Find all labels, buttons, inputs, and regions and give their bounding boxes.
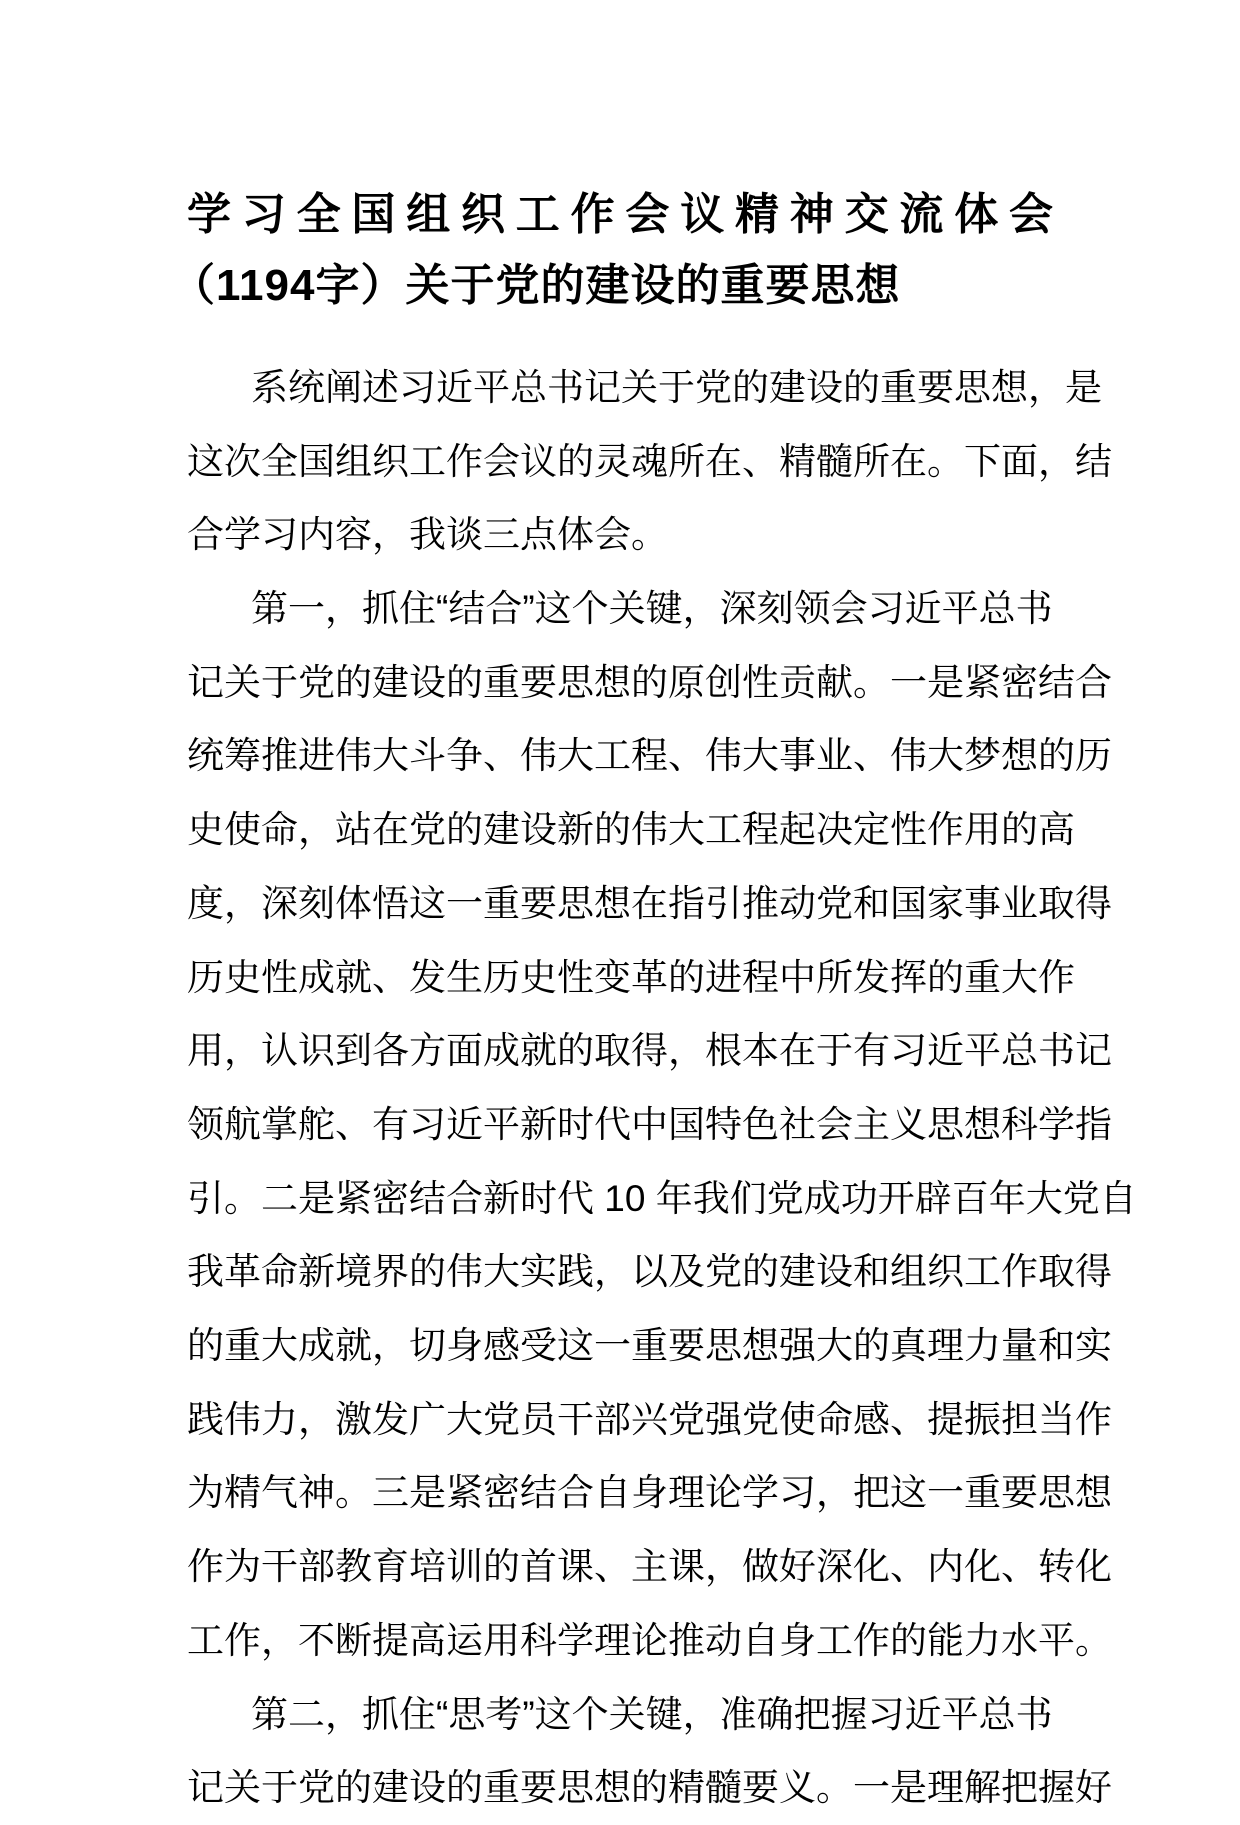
text-line: 合学习内容，我谈三点体会。	[187, 514, 668, 556]
paragraph	[187, 1678, 1112, 1825]
text-line: 我革命新境界的伟大实践，以及党的建设和组织工作取得	[187, 1251, 1112, 1293]
text-line: 第一，抓住“结合”这个关键，深刻领会习近平总书	[251, 588, 1053, 630]
document-body	[187, 351, 1137, 1825]
title-line-2: （1194字）关于党的建设的重要思想	[171, 261, 901, 311]
text-line: 记关于党的建设的重要思想的精髓要义。一是理解把握好	[187, 1767, 1112, 1809]
text-line: 用，认识到各方面成就的取得，根本在于有习近平总书记	[187, 1030, 1112, 1072]
text-line: 第二，抓住“思考”这个关键，准确把握习近平总书	[251, 1693, 1053, 1735]
title-line-1: 学习全国组织工作会议精神交流体会	[187, 190, 1053, 240]
document-title	[171, 179, 1053, 321]
document-content	[171, 150, 1137, 1825]
paragraph	[187, 572, 1137, 1678]
text-line: 为精气神。三是紧密结合自身理论学习，把这一重要思想	[187, 1472, 1112, 1514]
text-line: 引。二是紧密结合新时代 10 年我们党成功开辟百年大党自	[187, 1177, 1137, 1219]
text-line: 作为干部教育培训的首课、主课，做好深化、内化、转化	[187, 1546, 1112, 1588]
text-line: 度，深刻体悟这一重要思想在指引推动党和国家事业取得	[187, 882, 1112, 924]
text-line: 史使命，站在党的建设新的伟大工程起决定性作用的高	[187, 809, 1075, 851]
text-line: 领航掌舵、有习近平新时代中国特色社会主义思想科学指	[187, 1103, 1112, 1145]
text-line: 历史性成就、发生历史性变革的进程中所发挥的重大作	[187, 956, 1075, 998]
text-line: 工作，不断提高运用科学理论推动自身工作的能力水平。	[187, 1619, 1112, 1661]
text-line: 系统阐述习近平总书记关于党的建设的重要思想，是	[251, 366, 1102, 408]
text-line: 践伟力，激发广大党员干部兴党强党使命感、提振担当作	[187, 1398, 1112, 1440]
text-line: 这次全国组织工作会议的灵魂所在、精髓所在。下面，结	[187, 440, 1112, 482]
paragraph	[187, 351, 1112, 572]
text-line: 的重大成就，切身感受这一重要思想强大的真理力量和实	[187, 1325, 1112, 1367]
text-line: 记关于党的建设的重要思想的原创性贡献。一是紧密结合	[187, 661, 1112, 703]
text-line: 统筹推进伟大斗争、伟大工程、伟大事业、伟大梦想的历	[187, 735, 1112, 777]
